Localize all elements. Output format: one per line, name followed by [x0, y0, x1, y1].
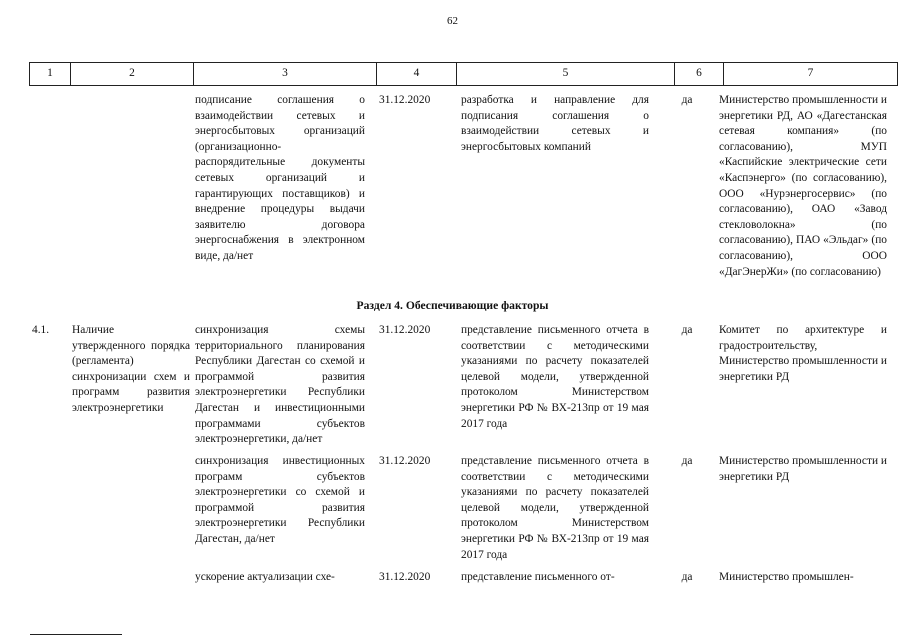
header-col-7: 7: [724, 63, 898, 86]
result-cell: представление письменного отчета в соответствии с методическими указаниями по расчету показателей целевой модели, утвержденной протоколом Министерством энергетики РФ № ВХ-213пр от 19 мая 2017 года: [461, 455, 649, 561]
responsible-cell: Министерство промышлен-: [719, 571, 854, 583]
deadline-cell: 31.12.2020: [379, 455, 431, 467]
header-row: [30, 63, 898, 86]
deadline-cell: 31.12.2020: [379, 94, 431, 106]
deadline-cell: 31.12.2020: [379, 571, 431, 583]
measure-cell: ускорение актуализации схе-: [195, 571, 335, 583]
footnote-divider: [30, 634, 122, 635]
deadline-cell: 31.12.2020: [379, 324, 431, 336]
header-col-6: 6: [675, 63, 724, 86]
header-col-4: 4: [377, 63, 457, 86]
result-cell: представление письменного от-: [461, 571, 615, 583]
status-cell: да: [681, 94, 693, 106]
header-col-5: 5: [457, 63, 675, 86]
section-title: Раздел 4. Обеспечивающие факторы: [356, 299, 549, 312]
status-cell: да: [681, 455, 693, 467]
status-cell: да: [681, 324, 693, 336]
header-col-3: 3: [194, 63, 377, 86]
header-col-2: 2: [71, 63, 194, 86]
status-cell: да: [681, 571, 693, 583]
measure-cell: синхронизация инвестиционных программ субъектов электроэнергетики со схемой и программой развития электроэнергетики Республики Дагестан, да/нет: [195, 455, 365, 545]
measure-cell: синхронизация схемы территориального планирования Республики Дагестан со схемой и программой развития электроэнергетики Республики Дагестан и инвестиционными программами субъектов электроэнергетики, да/нет: [195, 324, 365, 446]
responsible-cell: Министерство промышленности и энергетики РД, АО «Дагестанская сетевая компания» (по согласованию), МУП «Каспийские электрические сети «Каспэнерго» (по согласованию), ООО «Нурэнергосервис» (по согласованию), ОАО «Завод стекловолокна» (по согласованию), ПАО «Эльдаг» (по согласованию), ООО «ДагЭнерЖи» (по согласованию): [719, 94, 887, 278]
result-cell: представление письменного отчета в соответствии с методическими указаниями по расчету показателей целевой модели, утвержденной протоколом Министерством энергетики РФ № ВХ-213пр от 19 мая 2017 года: [461, 324, 649, 430]
factor-cell: Наличие утвержденного порядка (регламента) синхронизации схем и программ развития электроэнергетики: [72, 324, 190, 414]
row-number-cell: 4.1.: [32, 324, 50, 336]
page-number: 62: [447, 15, 458, 27]
table-header: [29, 62, 898, 86]
header-col-1: 1: [30, 63, 71, 86]
measure-cell: подписание соглашения о взаимодействии сетевых и энергосбытовых организаций (организационно- распорядительные документы сетевых организаций и гарантирующих поставщиков) и внедрение процедуры выдачи заявителю договора энергоснабжения в электронном виде, да/нет: [195, 94, 365, 262]
responsible-cell: Комитет по архитектуре и градостроительству, Министерство промышленности и энергетики РД: [719, 324, 887, 383]
result-cell: разработка и направление для подписания соглашения о взаимодействии сетевых и энергосбытовых компаний: [461, 94, 649, 153]
responsible-cell: Министерство промышленности и энергетики РД: [719, 455, 887, 483]
